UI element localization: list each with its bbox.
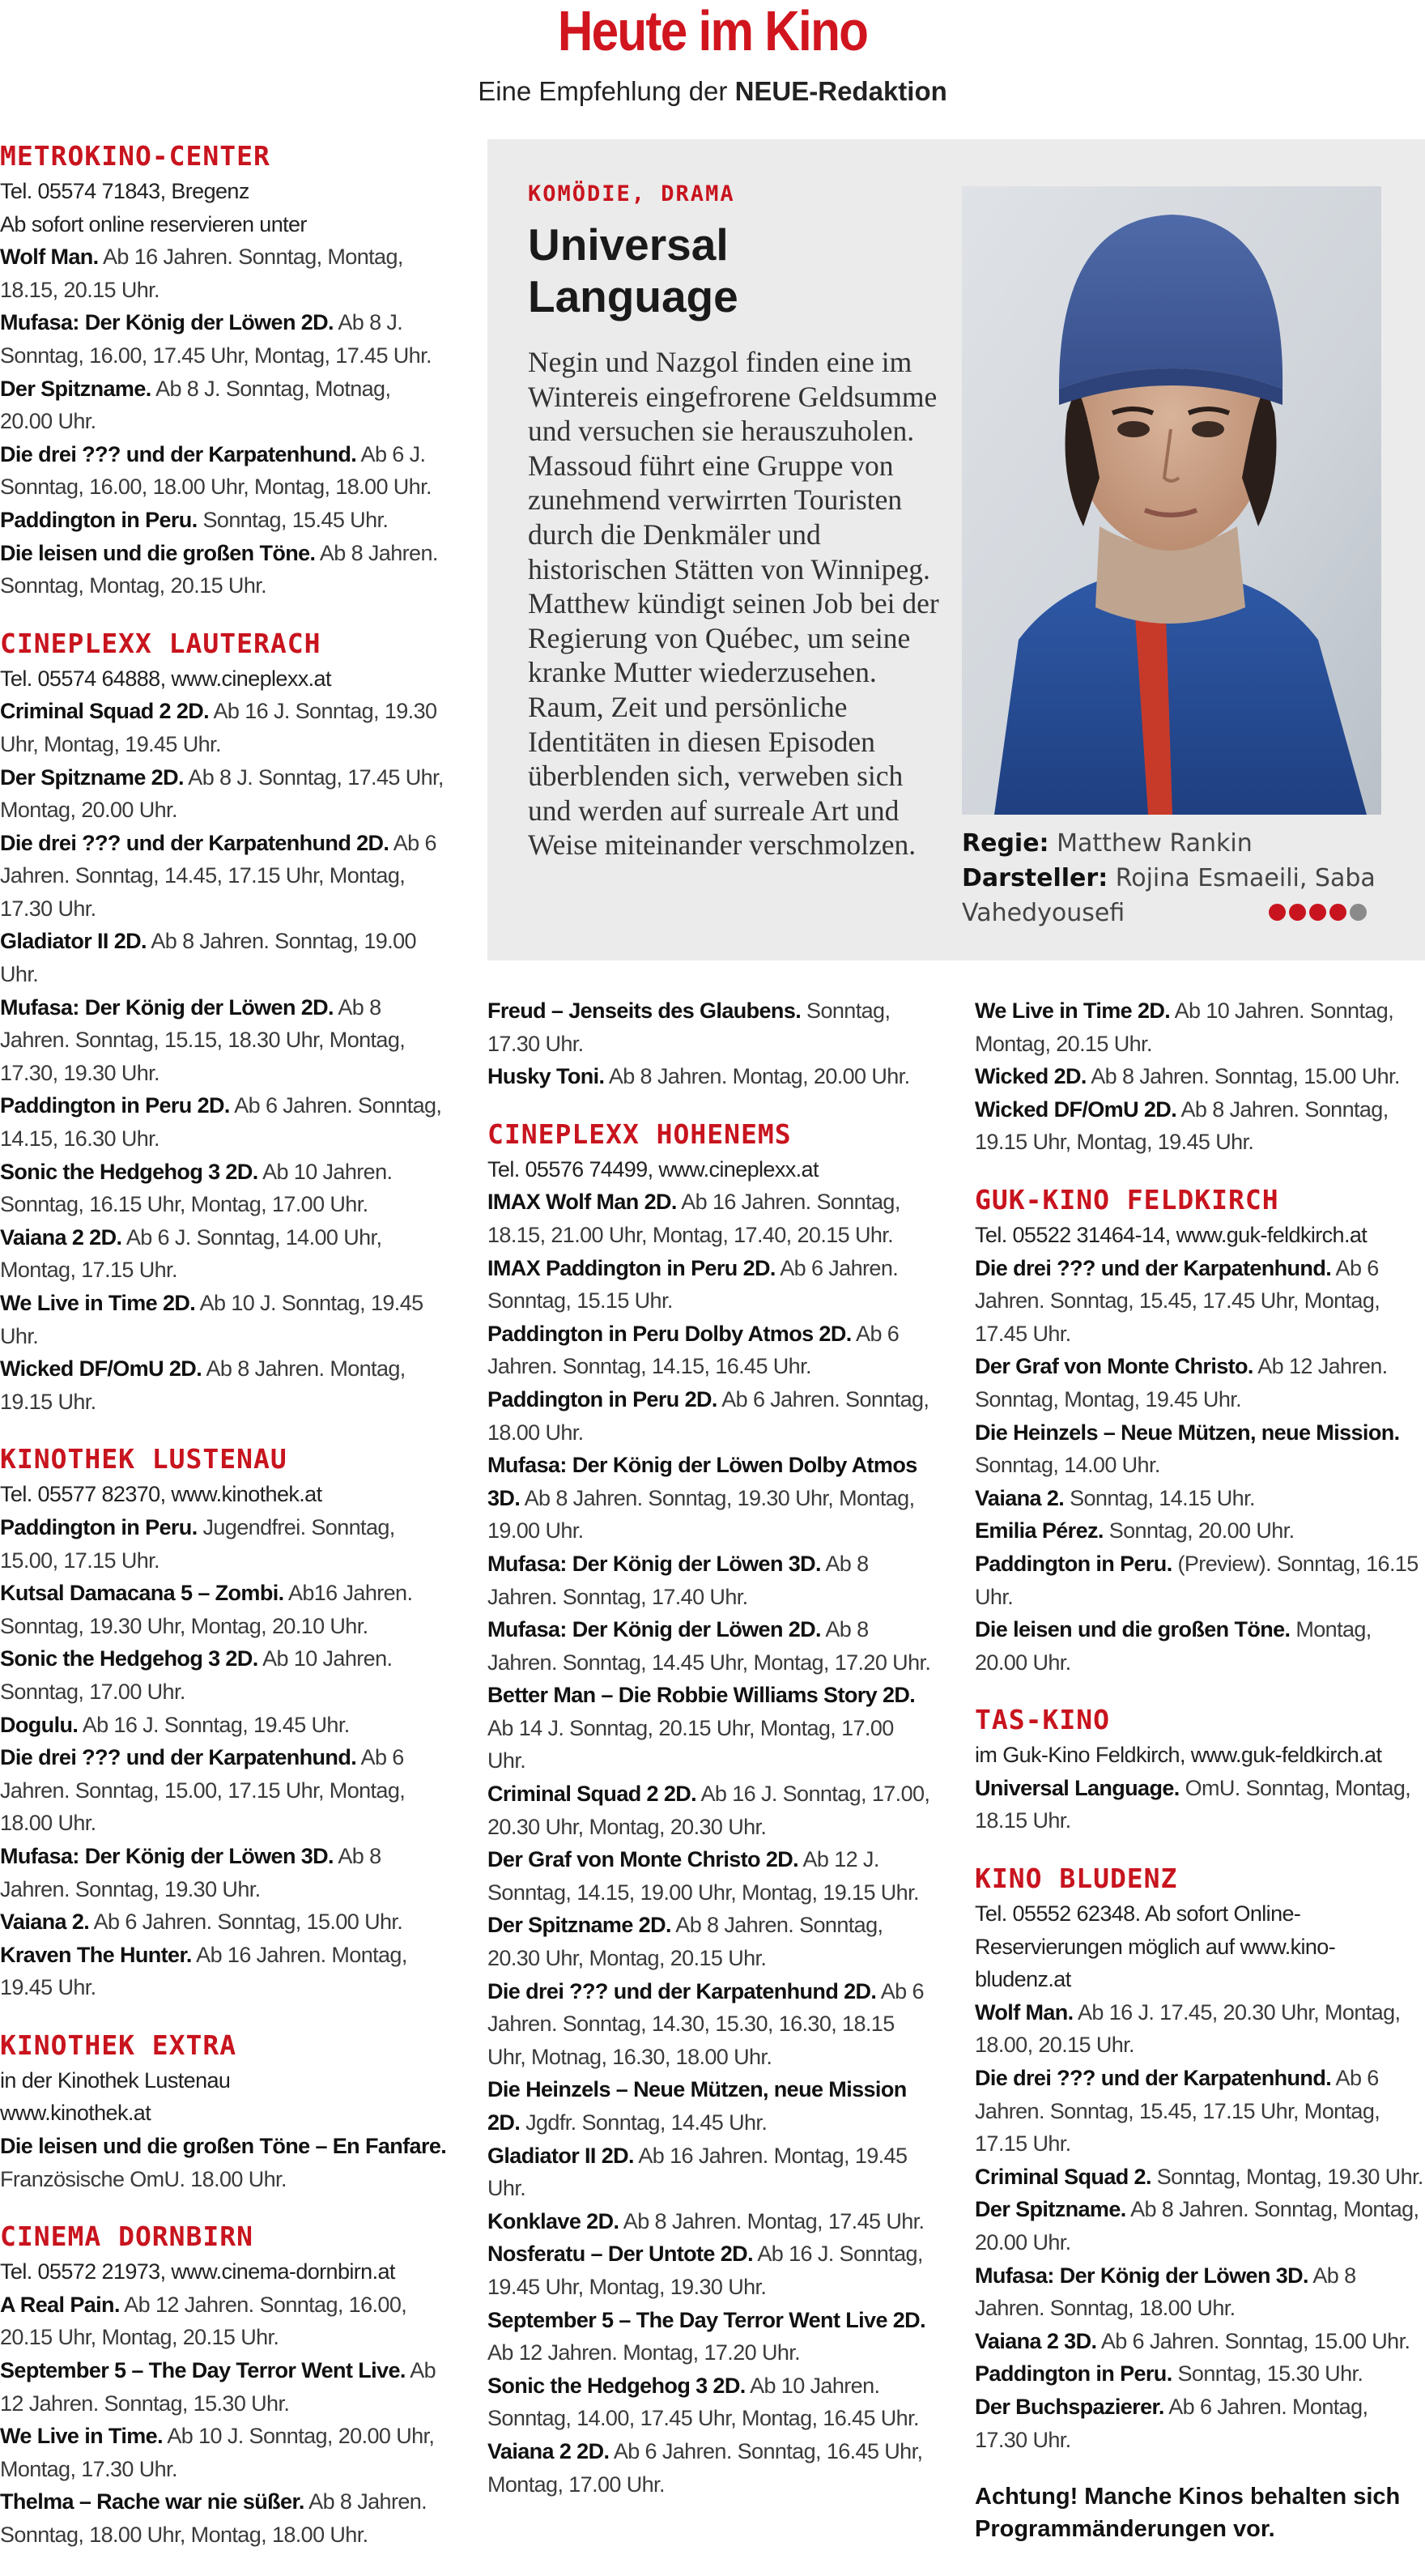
showtime-entry — [487, 1252, 934, 1318]
movie-title: Wolf Man. — [0, 245, 99, 270]
movie-details: Ab 10 Jahren. Sonntag, 17.00 Uhr. — [0, 1646, 393, 1704]
movie-title: Die leisen und die großen Töne. — [0, 540, 316, 565]
showtime-entry — [487, 2369, 934, 2435]
showtime-entry — [487, 1778, 934, 1843]
movie-title: Kutsal Damacana 5 – Zombi. — [0, 1581, 284, 1606]
movie-title: Criminal Squad 2 2D. — [487, 1782, 697, 1807]
movie-details: Sonntag, 14.15 Uhr. — [1064, 1485, 1255, 1510]
showtime-entry — [0, 1156, 447, 1221]
movie-details: Ab16 Jahren. Sonntag, 19.30 Uhr, Montag, 20.10 Uhr. — [0, 1581, 413, 1638]
movie-title: Der Spitzname 2D. — [487, 1913, 671, 1938]
showtime-entry — [0, 1511, 447, 1577]
movie-title: Criminal Squad 2 2D. — [0, 699, 210, 724]
movie-details: Ab 6 Jahren. Sonntag, 15.45, 17.15 Uhr, Montag, 17.15 Uhr. — [975, 2066, 1380, 2157]
showtime-entry — [487, 1383, 934, 1449]
movie-title: Mufasa: Der König der Löwen 3D. — [0, 1843, 334, 1868]
movie-title: Der Spitzname 2D. — [0, 764, 184, 790]
cinema-info: Tel. 05574 64888, www.cineplexx.at — [0, 666, 331, 691]
feature-title-line1: Universal — [528, 219, 729, 270]
cinema-listing — [975, 1862, 1425, 2456]
movie-title: Mufasa: Der König der Löwen 2D. — [0, 994, 334, 1020]
column-middle — [487, 994, 934, 2525]
movie-title: Freud – Jenseits des Glaubens. — [487, 998, 802, 1023]
movie-title: Wolf Man. — [975, 1999, 1074, 2025]
movie-title: Die Heinzels – Neue Mützen, neue Mission 2D. — [487, 2077, 907, 2135]
movie-details: Ab 12 Jahren. Sonntag, 16.00, 20.15 Uhr, Montag, 20.15 Uhr. — [0, 2292, 407, 2350]
movie-details: Ab 8 Jahren. Sonntag, 20.30 Uhr, Montag, 20.15 Uhr. — [487, 1913, 883, 1971]
cinema-info: Ab sofort online reservieren unter — [0, 211, 307, 236]
cinema-info: im Guk-Kino Feldkirch, www.guk-feldkirch.at — [975, 1743, 1382, 1768]
movie-details: Ab 14 J. Sonntag, 20.15 Uhr, Montag, 17.00 Uhr. — [487, 1715, 894, 1773]
showtime-entry — [975, 1548, 1425, 1613]
movie-title: Universal Language. — [975, 1775, 1180, 1800]
movie-title: Wicked DF/OmU 2D. — [0, 1356, 202, 1382]
cinema-info: www.kinothek.at — [0, 2101, 151, 2126]
movie-title: Thelma – Rache war nie süßer. — [0, 2489, 304, 2514]
cinema-info: Tel. 05577 82370, www.kinothek.at — [0, 1482, 322, 1507]
movie-details: Jugendfrei. Sonntag, 15.00, 17.15 Uhr. — [0, 1514, 395, 1573]
movie-title: We Live in Time 2D. — [0, 1291, 196, 1315]
movie-title: Die drei ??? und der Karpatenhund. — [0, 441, 357, 466]
movie-details: Ab 8 Jahren. Sonntag, Montag, 20.00 Uhr. — [975, 2197, 1419, 2255]
showtime-entry — [487, 1613, 934, 1679]
movie-details: Ab 12 Jahren. Montag, 17.20 Uhr. — [487, 2340, 801, 2365]
cast-label: Darsteller: — [962, 864, 1108, 892]
rating-dots — [1269, 904, 1367, 921]
movie-title: Der Spitzname. — [0, 376, 151, 401]
cinema-name: CINEPLEXX LAUTERACH — [0, 627, 321, 659]
movie-details: Ab 8 J. Sonntag, 16.00, 17.45 Uhr, Montag, 17.45 Uhr. — [0, 310, 432, 368]
cinema-name: GUK-KINO FELDKIRCH — [975, 1183, 1279, 1216]
cinema-name: CINEPLEXX HOHENEMS — [487, 1118, 792, 1150]
movie-title: Vaiana 2. — [0, 1910, 90, 1935]
showtime-entry — [0, 991, 447, 1090]
movie-details: Ab 8 Jahren. Montag, 20.00 Uhr. — [604, 1064, 910, 1089]
movie-title: Dogulu. — [0, 1712, 79, 1737]
showtime-entry — [487, 1318, 934, 1383]
showtime-entry — [975, 994, 1425, 1060]
showtime-entry — [0, 1352, 447, 1418]
movie-title: Die drei ??? und der Karpatenhund. — [0, 1745, 357, 1770]
showtime-entry — [975, 2325, 1425, 2358]
cinema-listing — [975, 1703, 1425, 1837]
showtime-entry — [0, 1939, 447, 2004]
movie-title: Der Graf von Monte Christo 2D. — [487, 1847, 799, 1872]
movie-title: Sonic the Hedgehog 3 2D. — [0, 1646, 258, 1671]
cinema-name: CINEMA DORNBIRN — [0, 2220, 254, 2253]
cinema-info: Tel. 05572 21973, www.cinema-dornbirn.at — [0, 2259, 395, 2284]
movie-details: Ab 8 Jahren. Sonntag, 19.15 Uhr, Montag, 19.45 Uhr. — [975, 1096, 1389, 1155]
movie-details: Jgdfr. Sonntag, 14.45 Uhr. — [520, 2110, 768, 2135]
movie-details: Ab 8 Jahren. Sonntag, Montag, 20.15 Uhr. — [0, 540, 438, 598]
feature-title-line2: Language — [528, 271, 738, 321]
rating-dot — [1269, 904, 1286, 921]
showtime-entry — [487, 2205, 934, 2238]
showtime-entry — [0, 2130, 447, 2195]
movie-details: Ab 8 Jahren. Sonntag, 18.00 Uhr, Montag, 18.00 Uhr. — [0, 2489, 428, 2547]
movie-details: Ab 8 Jahren. Montag, 19.15 Uhr. — [0, 1356, 406, 1414]
movie-title: Vaiana 2. — [975, 1485, 1065, 1510]
movie-title: Die drei ??? und der Karpatenhund 2D. — [487, 1978, 877, 2003]
showtime-entry — [975, 1772, 1425, 1837]
showtime-entry — [0, 1840, 447, 1905]
movie-title: Die drei ??? und der Karpatenhund. — [975, 2066, 1332, 2091]
movie-title: Nosferatu – Der Untote 2D. — [487, 2242, 753, 2267]
movie-title: Paddington in Peru. — [0, 507, 198, 532]
showtime-entry — [0, 504, 447, 537]
movie-details: Ab 16 J. Sonntag, 19.45 Uhr, Montag, 19.30 Uhr. — [487, 2242, 923, 2299]
movie-title: Der Graf von Monte Christo. — [975, 1354, 1253, 1379]
cinema-name: TAS-KINO — [975, 1704, 1110, 1736]
showtime-entry — [0, 827, 447, 926]
movie-details: (Preview). Sonntag, 16.15 Uhr. — [975, 1551, 1419, 1609]
showtime-entry — [487, 1909, 934, 1974]
showtime-entry — [0, 438, 447, 504]
movie-details: Ab 16 J. 17.45, 20.30 Uhr, Montag, 18.00, 20.15 Uhr. — [975, 1999, 1401, 2058]
movie-details: Ab 10 Jahren. Sonntag, 14.00, 17.45 Uhr, Montag, 16.45 Uhr. — [487, 2373, 919, 2431]
director-name: Matthew Rankin — [1057, 829, 1253, 858]
feature-photo — [962, 186, 1381, 815]
movie-title: Vaiana 2 2D. — [487, 2438, 610, 2463]
cinema-listing — [487, 994, 934, 1093]
cinema-name: KINOTHEK LUSTENAU — [0, 1443, 287, 1475]
movie-details: Ab 8 J. Sonntag, 17.45 Uhr, Montag, 20.00 Uhr. — [0, 764, 444, 823]
movie-title: Die drei ??? und der Karpatenhund 2D. — [0, 830, 389, 855]
cinema-listing — [0, 627, 447, 1419]
column-left — [0, 139, 447, 2576]
movie-title: IMAX Wolf Man 2D. — [487, 1190, 677, 1215]
movie-details: Ab 16 J. Sonntag, 17.00, 20.30 Uhr, Montag, 20.30 Uhr. — [487, 1782, 930, 1839]
movie-details: Ab 6 J. Sonntag, 14.00 Uhr, Montag, 17.15 Uhr. — [0, 1224, 382, 1283]
page-subtitle — [0, 76, 1425, 107]
movie-title: Husky Toni. — [487, 1064, 605, 1089]
movie-title: Better Man – Die Robbie Williams Story 2D. — [487, 1683, 916, 1708]
movie-title: Mufasa: Der König der Löwen 2D. — [487, 1617, 821, 1642]
movie-details: Ab 6 J. Sonntag, 16.00, 18.00 Uhr, Montag, 18.00 Uhr. — [0, 441, 432, 500]
feature-genre: KOMÖDIE, DRAMA — [528, 181, 735, 207]
showtime-entry — [487, 1186, 934, 1251]
movie-title: Die Heinzels – Neue Mützen, neue Mission. — [975, 1420, 1400, 1445]
rating-dot — [1350, 904, 1367, 921]
cinema-listing — [487, 1118, 934, 2501]
cinema-name: KINOTHEK EXTRA — [0, 2029, 237, 2061]
movie-title: Die drei ??? und der Karpatenhund. — [975, 1255, 1332, 1280]
showtime-entry — [0, 1287, 447, 1352]
showtime-entry — [487, 994, 934, 1060]
subtitle-brand: NEUE-Redaktion — [734, 76, 947, 106]
movie-details: Ab 8 Jahren. Sonntag, 17.40 Uhr. — [487, 1551, 869, 1609]
movie-details: Ab 6 Jahren. Sonntag, 15.00, 17.15 Uhr, Montag, 18.00 Uhr. — [0, 1745, 406, 1836]
showtime-entry — [975, 1482, 1425, 1515]
showtime-entry — [487, 2140, 934, 2205]
movie-details: Ab 6 Jahren. Sonntag, 15.00 Uhr. — [89, 1910, 403, 1935]
column-right — [975, 994, 1425, 2545]
showtime-entry — [0, 2289, 447, 2354]
movie-title: Vaiana 2 2D. — [0, 1224, 122, 1250]
movie-title: Paddington in Peru. — [0, 1514, 198, 1539]
showtime-entry — [0, 2420, 447, 2485]
showtime-entry — [975, 1514, 1425, 1548]
showtime-entry — [487, 1449, 934, 1548]
showtime-entry — [0, 1709, 447, 1742]
rating-dot — [1309, 904, 1326, 921]
movie-details: Ab 10 Jahren. Sonntag, Montag, 20.15 Uhr. — [975, 998, 1394, 1056]
movie-details: Sonntag, 15.45 Uhr. — [197, 507, 389, 532]
movie-details: Sonntag, 15.30 Uhr. — [1172, 2361, 1363, 2387]
movie-title: Gladiator II 2D. — [487, 2143, 634, 2168]
movie-title: Die leisen und die großen Töne. — [975, 1617, 1291, 1642]
movie-details: Ab 10 J. Sonntag, 20.00 Uhr, Montag, 17.30 Uhr. — [0, 2424, 435, 2481]
movie-title: Wicked DF/OmU 2D. — [975, 1096, 1177, 1122]
movie-title: A Real Pain. — [0, 2292, 120, 2317]
movie-details: Sonntag, Montag, 19.30 Uhr. — [1151, 2164, 1423, 2189]
movie-details: Ab 12 Jahren. Sonntag, 15.30 Uhr. — [0, 2358, 436, 2416]
movie-title: Criminal Squad 2. — [975, 2164, 1151, 2189]
movie-details: Ab 6 Jahren. Sonntag, 14.15, 16.45 Uhr. — [487, 1321, 900, 1379]
showtime-entry — [487, 1060, 934, 1093]
movie-title: Der Buchspazierer. — [975, 2394, 1164, 2419]
movie-title: Wicked 2D. — [975, 1064, 1087, 1089]
movie-title: Paddington in Peru 2D. — [487, 1386, 717, 1411]
movie-details: Ab 16 J. Sonntag, 19.45 Uhr. — [78, 1712, 350, 1737]
cinema-info: Tel. 05552 62348. Ab sofort Online-Reservierungen möglich auf www.kino-bludenz.at — [975, 1901, 1336, 1992]
movie-title: Die leisen und die großen Töne – En Fanfare. — [0, 2134, 447, 2159]
movie-title: Mufasa: Der König der Löwen 2D. — [0, 310, 334, 335]
showtime-entry — [0, 241, 447, 306]
cinema-listing — [0, 1442, 447, 2004]
movie-details: Ab 6 Jahren. Sonntag, 15.45, 17.45 Uhr, Montag, 17.45 Uhr. — [975, 1255, 1380, 1346]
movie-details: Ab 6 Jahren. Sonntag, 14.45, 17.15 Uhr, Montag, 17.30 Uhr. — [0, 830, 436, 921]
showtime-entry — [975, 1613, 1425, 1679]
movie-title: Sonic the Hedgehog 3 2D. — [487, 2373, 746, 2398]
movie-details: Sonntag, 17.30 Uhr. — [487, 998, 891, 1056]
movie-details: Ab 6 Jahren. Sonntag, 15.00 Uhr. — [1096, 2328, 1410, 2353]
program-notice: Achtung! Manche Kinos behalten sich Programmänderungen vor. — [975, 2484, 1401, 2543]
showtime-entry — [0, 1089, 447, 1155]
movie-details: Sonntag, 20.00 Uhr. — [1103, 1518, 1295, 1543]
movie-details: Ab 8 Jahren. Sonntag, 14.45 Uhr, Montag, 17.20 Uhr. — [487, 1617, 931, 1675]
showtime-entry — [0, 537, 447, 602]
movie-details: Ab 8 Jahren. Sonntag, 19.30 Uhr. — [0, 1843, 381, 1901]
showtime-entry — [487, 1975, 934, 2074]
movie-details: Ab 16 Jahren. Montag, 19.45 Uhr. — [0, 1942, 407, 2000]
movie-title: Mufasa: Der König der Löwen 3D. — [487, 1551, 821, 1576]
movie-title: Paddington in Peru. — [975, 1551, 1172, 1576]
movie-details: Ab 6 Jahren. Sonntag, 14.30, 15.30, 16.30, 18.15 Uhr, Motnag, 16.30, 18.00 Uhr. — [487, 1978, 924, 2069]
cast-names: Rojina Esmaeili, Saba Vahedyousefi — [962, 864, 1376, 927]
movie-details: Ab 16 Jahren. Sonntag, Montag, 18.15, 20.15 Uhr. — [0, 245, 403, 302]
showtime-entry — [0, 1577, 447, 1642]
movie-details: Ab 6 Jahren. Sonntag, 16.45 Uhr, Montag, 17.00 Uhr. — [487, 2438, 923, 2497]
showtime-entry — [487, 2435, 934, 2501]
feature-box — [487, 139, 1425, 960]
movie-title: Paddington in Peru Dolby Atmos 2D. — [487, 1321, 852, 1346]
movie-title: Konklave 2D. — [487, 2208, 619, 2233]
movie-title: We Live in Time 2D. — [975, 998, 1171, 1023]
movie-title: September 5 – The Day Terror Went Live. — [0, 2358, 406, 2383]
movie-title: Paddington in Peru 2D. — [0, 1093, 230, 1118]
showtime-entry — [0, 2354, 447, 2420]
movie-title: Mufasa: Der König der Löwen 3D. — [975, 2263, 1308, 2288]
cinema-listing — [975, 1183, 1425, 1679]
showtime-entry — [975, 1252, 1425, 1351]
movie-title: Gladiator II 2D. — [0, 929, 147, 954]
cinema-name: KINO BLUDENZ — [975, 1863, 1178, 1895]
movie-title: Sonic the Hedgehog 3 2D. — [0, 1159, 258, 1184]
movie-details: Französische OmU. 18.00 Uhr. — [0, 2166, 287, 2191]
movie-details: Ab 10 Jahren. Sonntag, 16.15 Uhr, Montag, 17.00 Uhr. — [0, 1159, 393, 1217]
showtime-entry — [0, 761, 447, 827]
showtime-entry — [487, 1843, 934, 1909]
cinema-listing — [0, 2220, 447, 2551]
rating-dot — [1289, 904, 1306, 921]
showtime-entry — [975, 1996, 1425, 2062]
cinema-info: Tel. 05522 31464-14, www.guk-feldkirch.at — [975, 1222, 1368, 1247]
showtime-entry — [975, 1093, 1425, 1159]
showtime-entry — [975, 2259, 1425, 2325]
showtime-entry — [487, 1679, 934, 1778]
cinema-listing — [0, 2029, 447, 2195]
movie-details: Ab 8 Jahren. Sonntag, 19.00 Uhr. — [0, 929, 416, 987]
movie-details: Ab 16 Jahren. Montag, 19.45 Uhr. — [487, 2143, 908, 2201]
cinema-listing — [0, 139, 447, 602]
movie-details: Ab 8 Jahren. Montag, 17.45 Uhr. — [619, 2208, 925, 2233]
movie-details: Ab 6 Jahren. Sonntag, 15.15 Uhr. — [487, 1255, 899, 1314]
feature-body: Negin und Nazgol finden eine im Wintereis eingefrorene Geldsumme und versuchen sie herauszuholen. Massoud führt eine Gruppe von zunehmend verwirrten Touristen durch die Denkmäler und historischen Stätten von Winnipeg. Matthew kündigt seinen Job bei der Regierung von Québec, um seine kranke Mutter wiederzusehen. Raum, Zeit und persönliche Identitäten in diesen Episoden überblenden sich, verweben sich und werden auf surreale Art und Weise miteinander verschmolzen. — [528, 346, 939, 862]
cinema-info: Tel. 05576 74499, www.cineplexx.at — [487, 1156, 819, 1182]
movie-title: We Live in Time. — [0, 2424, 163, 2449]
movie-details: Ab 12 J. Sonntag, 14.15, 19.00 Uhr, Montag, 19.15 Uhr. — [487, 1847, 919, 1905]
showtime-entry — [0, 1741, 447, 1840]
movie-details: Ab 6 Jahren. Sonntag, 14.15, 16.30 Uhr. — [0, 1093, 442, 1152]
showtime-entry — [975, 1350, 1425, 1416]
showtime-entry — [975, 1416, 1425, 1482]
cinema-listing — [975, 994, 1425, 1159]
movie-title: Kraven The Hunter. — [0, 1942, 192, 1967]
movie-details: Sonntag, 14.00 Uhr. — [975, 1453, 1160, 1478]
showtime-entry — [975, 2391, 1425, 2456]
movie-details: Ab 6 Jahren. Montag, 17.30 Uhr. — [975, 2394, 1368, 2452]
portrait-image — [962, 186, 1381, 815]
movie-title: Paddington in Peru. — [975, 2361, 1172, 2387]
showtime-entry — [0, 925, 447, 990]
showtime-entry — [975, 2161, 1425, 2194]
cinema-info: in der Kinothek Lustenau — [0, 2067, 231, 2093]
showtime-entry — [0, 306, 447, 372]
movie-details: Ab 12 Jahren. Sonntag, Montag, 19.45 Uhr. — [975, 1354, 1388, 1411]
showtime-entry — [0, 695, 447, 760]
cinema-name: METROKINO-CENTER — [0, 140, 270, 172]
movie-title: Emilia Pérez. — [975, 1518, 1104, 1543]
showtime-entry — [487, 1548, 934, 1613]
movie-details: Ab 10 J. Sonntag, 19.45 Uhr. — [0, 1291, 423, 1348]
showtime-entry — [975, 2062, 1425, 2161]
showtime-entry — [0, 373, 447, 438]
movie-details: Ab 16 J. Sonntag, 19.30 Uhr, Montag, 19.45 Uhr. — [0, 699, 437, 756]
showtime-entry — [0, 1642, 447, 1708]
movie-details: Montag, 20.00 Uhr. — [975, 1617, 1372, 1675]
movie-title: Vaiana 2 3D. — [975, 2328, 1097, 2353]
movie-details: Ab 8 Jahren. Sonntag, 19.30 Uhr, Montag, 19.00 Uhr. — [487, 1485, 915, 1543]
subtitle-prefix: Eine Empfehlung der — [478, 76, 728, 106]
feature-title — [528, 219, 933, 322]
showtime-entry — [975, 2357, 1425, 2391]
movie-details: OmU. Sonntag, Montag, 18.15 Uhr. — [975, 1775, 1411, 1833]
cinema-info: Tel. 05574 71843, Bregenz — [0, 179, 249, 203]
movie-details: Ab 6 Jahren. Sonntag, 18.00 Uhr. — [487, 1386, 929, 1445]
showtime-entry — [975, 1060, 1425, 1093]
movie-title: IMAX Paddington in Peru 2D. — [487, 1255, 776, 1280]
movie-details: Ab 16 Jahren. Sonntag, 18.15, 21.00 Uhr, Montag, 17.40, 20.15 Uhr. — [487, 1190, 900, 1247]
movie-details: Ab 8 Jahren. Sonntag, 15.15, 18.30 Uhr, Montag, 17.30, 19.30 Uhr. — [0, 994, 406, 1085]
showtime-entry — [487, 2238, 934, 2303]
movie-title: Mufasa: Der König der Löwen Dolby Atmos 3D. — [487, 1453, 917, 1510]
showtime-entry — [0, 1905, 447, 1939]
movie-details: Ab 8 Jahren. Sonntag, 15.00 Uhr. — [1086, 1064, 1400, 1089]
showtime-entry — [0, 1221, 447, 1287]
showtime-entry — [975, 2193, 1425, 2259]
showtime-entry — [0, 2485, 447, 2551]
movie-details: Ab 8 Jahren. Sonntag, 18.00 Uhr. — [975, 2263, 1356, 2321]
movie-details: Ab 8 J. Sonntag, Motnag, 20.00 Uhr. — [0, 376, 391, 434]
director-label: Regie: — [962, 829, 1049, 858]
showtime-entry — [487, 2073, 934, 2139]
movie-title: September 5 – The Day Terror Went Live 2D. — [487, 2307, 925, 2332]
movie-title: Der Spitzname. — [975, 2197, 1126, 2222]
page-title: Heute im Kino — [557, 0, 868, 62]
rating-dot — [1329, 904, 1346, 921]
showtime-entry — [487, 2304, 934, 2369]
